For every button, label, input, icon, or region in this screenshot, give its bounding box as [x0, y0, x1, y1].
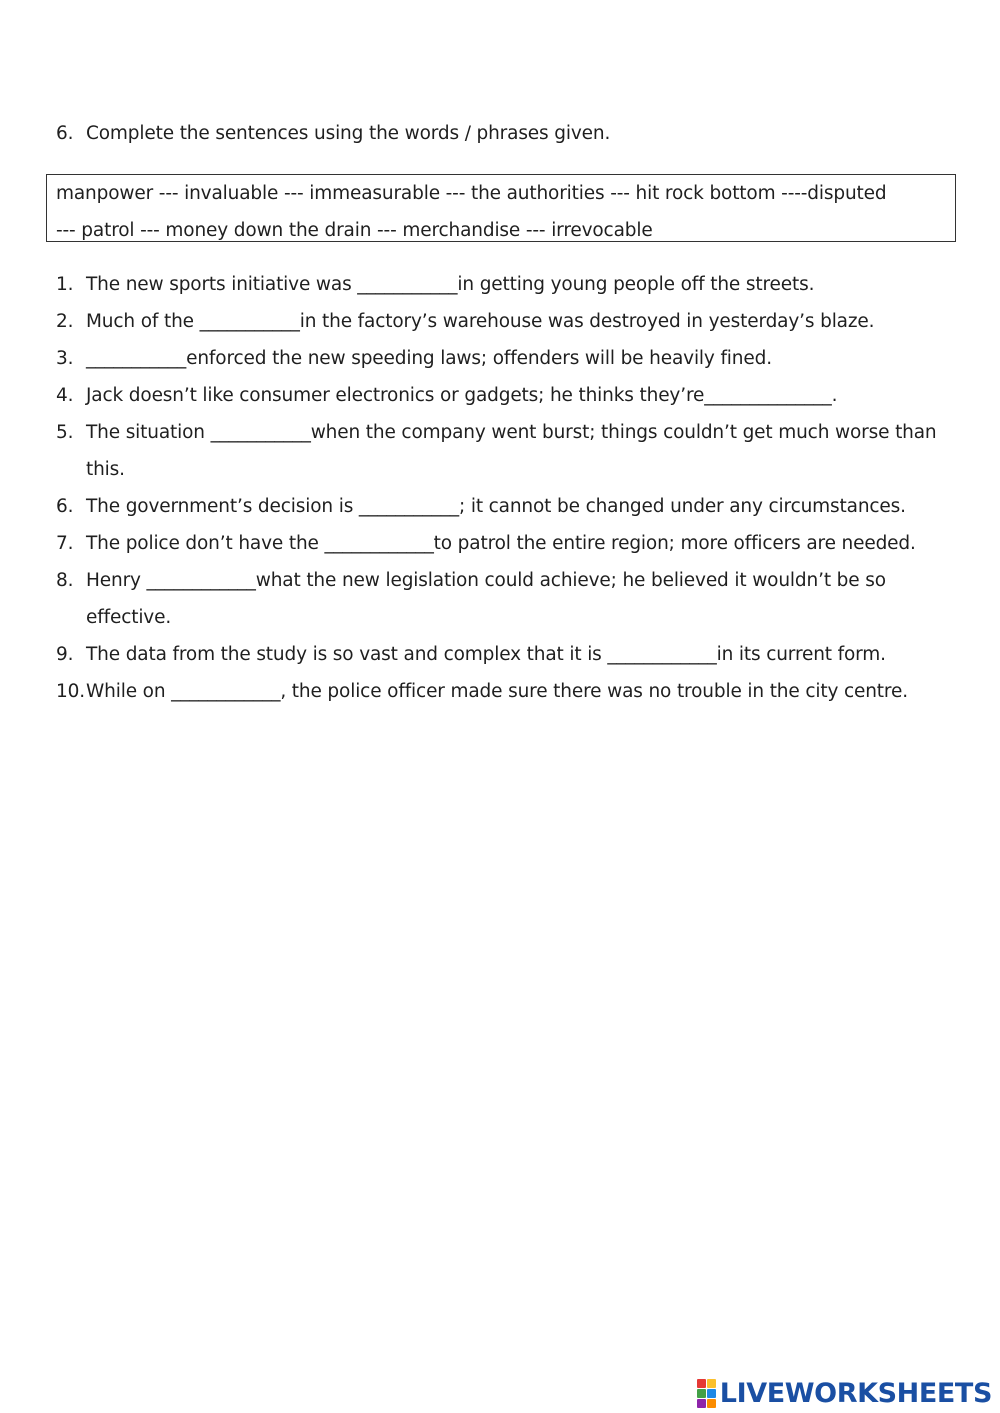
item-number: 1. [56, 274, 74, 295]
item-text: While on ____________, the police officer made sure there was no trouble in the city centre. [86, 681, 908, 702]
item-number: 10. [56, 681, 85, 702]
item-text: The situation ___________when the company went burst; things couldn’t get much worse than this. [86, 422, 937, 480]
logo-square [697, 1389, 706, 1398]
sentence-item [56, 414, 951, 488]
item-number: 5. [56, 422, 74, 443]
logo-square [707, 1389, 716, 1398]
sentence-item [56, 673, 951, 710]
item-text: The police don’t have the ____________to patrol the entire region; more officers are needed. [86, 533, 916, 554]
item-text: The new sports initiative was ___________in getting young people off the streets. [86, 274, 815, 295]
sentence-item [56, 303, 951, 340]
liveworksheets-logo [697, 1374, 992, 1412]
logo-square [697, 1379, 706, 1388]
instruction-text: Complete the sentences using the words / phrases given. [86, 123, 611, 144]
item-text: The government’s decision is ___________; it cannot be changed under any circumstances. [86, 496, 906, 517]
item-number: 4. [56, 385, 74, 406]
item-number: 3. [56, 348, 74, 369]
sentence-list [56, 266, 951, 710]
sentence-item [56, 266, 951, 303]
item-text: ___________enforced the new speeding laws; offenders will be heavily fined. [86, 348, 772, 369]
sentence-item [56, 377, 951, 414]
sentence-item [56, 340, 951, 377]
sentence-item [56, 525, 951, 562]
sentence-item [56, 636, 951, 673]
item-text: Much of the ___________in the factory’s warehouse was destroyed in yesterday’s blaze. [86, 311, 875, 332]
exercise-number: 6. [56, 123, 74, 144]
item-text: Henry ____________what the new legislation could achieve; he believed it wouldn’t be so effective. [86, 570, 886, 628]
item-number: 6. [56, 496, 74, 517]
item-text: Jack doesn’t like consumer electronics or gadgets; he thinks they’re______________. [86, 385, 838, 406]
item-number: 7. [56, 533, 74, 554]
logo-text: LIVEWORKSHEETS [719, 1377, 992, 1409]
logo-square [697, 1399, 706, 1408]
sentence-item [56, 562, 951, 636]
item-number: 2. [56, 311, 74, 332]
sentence-item [56, 488, 951, 525]
word-bank-line-1: manpower --- invaluable --- immeasurable --- the authorities --- hit rock bottom ----disputed [56, 183, 887, 204]
word-bank-box [46, 174, 956, 242]
word-bank-line-2: --- patrol --- money down the drain --- merchandise --- irrevocable [56, 220, 653, 241]
item-number: 9. [56, 644, 74, 665]
liveworksheets-logo-icon [697, 1379, 716, 1408]
item-text: The data from the study is so vast and complex that it is ____________in its current form. [86, 644, 886, 665]
exercise-instruction [56, 121, 936, 147]
logo-square [707, 1379, 716, 1388]
item-number: 8. [56, 570, 74, 591]
logo-square [707, 1399, 716, 1408]
